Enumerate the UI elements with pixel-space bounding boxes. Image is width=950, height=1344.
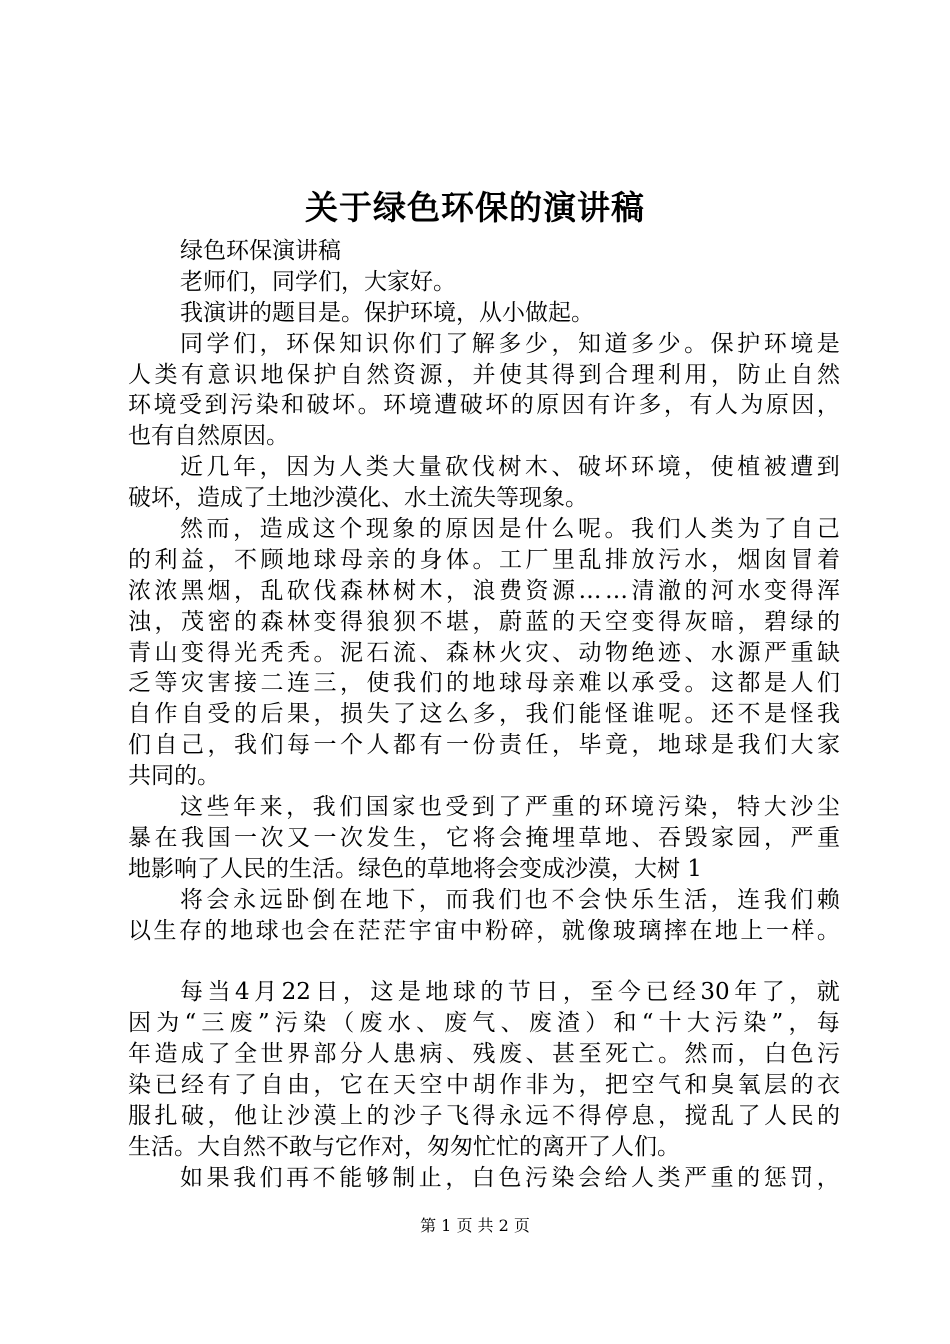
text-line: 每 当 4 月 22 日 ， 这 是 地 球 的 节 日 ， 至 今 已 经 30 年 了 ， 就 [180,979,840,1006]
text-line: 如 果 我 们 再 不 能 够 制 止 ， 白 色 污 染 会 给 人 类 严 重 的 惩 罚 ， [180,1164,840,1191]
text-line: 也有自然原因。 [128,423,289,450]
document-body [128,236,840,1194]
text-line: 自 作 自 受 的 后 果 ， 损 失 了 这 么 多 ， 我 们 能 怪 谁 呢 。 还 不 是 怪 我 [128,701,840,728]
text-line: 生活。大自然不敢与它作对，匆匆忙忙的离开了人们。 [128,1133,680,1160]
text-line: 破坏，造成了土地沙漠化、水土流失等现象。 [128,485,588,512]
text-line: 老师们，同学们，大家好。 [180,268,456,295]
text-line: 我演讲的题目是。保护环境，从小做起。 [180,299,594,326]
text-line: 服 扎 破 ， 他 让 沙 漠 上 的 沙 子 飞 得 永 远 不 得 停 息 ， 搅 乱 了 人 民 的 [128,1102,840,1129]
text-line: 这 些 年 来 ， 我 们 国 家 也 受 到 了 严 重 的 环 境 污 染 ， 特 大 沙 尘 [180,794,840,821]
text-line: 地影响了人民的生活。绿色的草地将会变成沙漠，大树 1 [128,855,702,882]
text-line: 近 几 年 ， 因 为 人 类 大 量 砍 伐 树 木 、 破 坏 环 境 ， 使 植 被 遭 到 [180,454,840,481]
text-line: 浓 浓 黑 烟 ， 乱 砍 伐 森 林 树 木 ， 浪 费 资 源 … … 清 澈 的 河 水 变 得 浑 [128,577,840,604]
text-line: 将 会 永 远 卧 倒 在 地 下 ， 而 我 们 也 不 会 快 乐 生 活 ， 连 我 们 赖 [180,886,840,913]
text-line: 因 为 “ 三 废 ” 污 染 （ 废 水 、 废 气 、 废 渣 ） 和 “ 十 大 污 染 ” ， 每 [128,1010,840,1037]
text-line: 共同的。 [128,763,220,790]
text-line: 浊 ， 茂 密 的 森 林 变 得 狼 狈 不 堪 ， 蔚 蓝 的 天 空 变 得 灰 暗 ， 碧 绿 的 [128,608,840,635]
text-line: 们 自 己 ， 我 们 每 一 个 人 都 有 一 份 责 任 ， 毕 竟 ， 地 球 是 我 们 大 家 [128,732,840,759]
page-footer: 第 1 页 共 2 页 [420,1216,530,1235]
text-line: 的 利 益 ， 不 顾 地 球 母 亲 的 身 体 。 工 厂 里 乱 排 放 污 水 ， 烟 囱 冒 着 [128,546,840,573]
text-line: 暴 在 我 国 一 次 又 一 次 发 生 ， 它 将 会 掩 埋 草 地 、 吞 毁 家 园 ， 严 重 [128,824,840,851]
text-line [128,946,840,977]
text-line: 以 生 存 的 地 球 也 会 在 茫 茫 宇 宙 中 粉 碎 ， 就 像 玻 璃 摔 在 地 上 一 样 。 [128,917,840,944]
text-line: 乏 等 灾 害 接 二 连 三 ， 使 我 们 的 地 球 母 亲 难 以 承 受 。 这 都 是 人 们 [128,670,840,697]
text-line: 人 类 有 意 识 地 保 护 自 然 资 源 ， 并 使 其 得 到 合 理 利 用 ， 防 止 自 然 [128,361,840,388]
text-line: 年 造 成 了 全 世 界 部 分 人 患 病 、 残 废 、 甚 至 死 亡 。 然 而 ， 白 色 污 [128,1041,840,1068]
text-line: 然 而 ， 造 成 这 个 现 象 的 原 因 是 什 么 呢 。 我 们 人 类 为 了 自 己 [180,516,840,543]
document-title: 关于绿色环保的演讲稿 [305,188,645,227]
text-line: 青 山 变 得 光 秃 秃 。 泥 石 流 、 森 林 火 灾 、 动 物 绝 迹 、 水 源 严 重 缺 [128,639,840,666]
text-line: 环 境 受 到 污 染 和 破 坏 。 环 境 遭 破 坏 的 原 因 有 许 多 ， 有 人 为 原 因 ， [128,392,840,419]
text-line: 绿色环保演讲稿 [180,238,341,264]
text-line: 同 学 们 ， 环 保 知 识 你 们 了 解 多 少 ， 知 道 多 少 。 保 护 环 境 是 [180,330,840,357]
text-line: 染 已 经 有 了 自 由 ， 它 在 天 空 中 胡 作 非 为 ， 把 空 气 和 臭 氧 层 的 衣 [128,1072,840,1099]
